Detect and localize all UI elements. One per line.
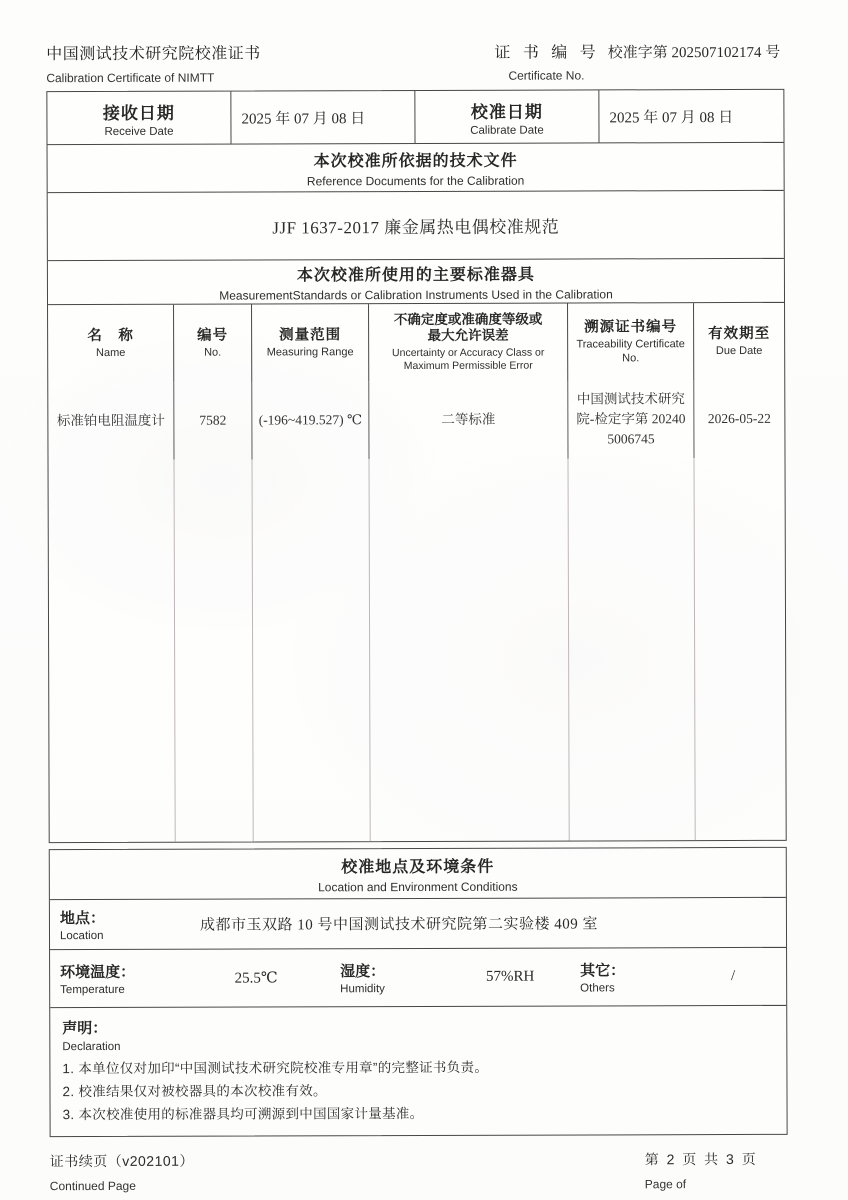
cell-instrument-name: 标准铂电阻温度计	[48, 382, 174, 460]
cell-measuring-range: (-196~419.527) ℃	[252, 381, 369, 459]
certificate-number-line	[494, 39, 780, 63]
footer-left	[50, 1151, 194, 1193]
declaration-item-1: 1. 本单位仅对加印“中国测试技术研究院校准专用章”的完整证书负责。	[62, 1059, 489, 1077]
temperature-label-en: Temperature	[60, 983, 125, 997]
reference-title-cn: 本次校准所依据的技术文件	[313, 152, 518, 170]
col-uncert-en: Uncertainty or Accuracy Class or Maximum Permissible Error	[391, 346, 545, 373]
column-header-name	[48, 305, 174, 382]
location-row	[50, 898, 786, 950]
column-header-uncertainty	[369, 304, 568, 382]
standards-table-row	[48, 380, 784, 460]
cell-instrument-no: 7582	[174, 382, 252, 460]
receive-date-value	[231, 91, 415, 144]
humidity-label-cn: 湿度：	[340, 963, 386, 981]
cell-traceability-no: 中国测试技术研究院-检定字第 202405006745	[568, 380, 694, 458]
calibrate-date-text: 2025 年 07 月 08 日	[609, 109, 734, 126]
col-name-en: Name	[95, 346, 126, 359]
calibrate-date-label-cn: 校准日期	[470, 102, 543, 122]
humidity-label	[340, 960, 440, 995]
declaration-item-2: 2. 校准结果仅对被校器具的本次校准有效。	[62, 1083, 327, 1100]
receive-date-label-cn: 接收日期	[102, 103, 175, 123]
col-trace-en: Traceability Certificate No.	[576, 337, 685, 364]
reference-section-title	[48, 142, 784, 192]
footer-continued-cn: 证书续页（v202101）	[49, 1152, 194, 1170]
empty-cell	[695, 458, 786, 840]
col-range-en: Measuring Range	[266, 345, 354, 359]
calibrate-date-label-en: Calibrate Date	[470, 124, 544, 137]
footer-page-cn: 第 2 页 共 3 页	[644, 1150, 758, 1168]
document-sheet	[46, 39, 788, 1193]
empty-cell	[253, 459, 371, 841]
org-title-block	[46, 40, 261, 85]
location-title-cn: 校准地点及环境条件	[341, 858, 495, 876]
others-label-en: Others	[580, 982, 615, 995]
footer-page-en: Page of	[644, 1177, 687, 1192]
column-header-due-date	[694, 303, 784, 380]
col-range-cn: 测量范围	[279, 326, 342, 343]
org-title-en: Calibration Certificate of NIMTT	[46, 70, 215, 86]
others-label	[580, 959, 690, 994]
certificate-no-label-en: Certificate No.	[508, 68, 585, 83]
standards-table-empty-area	[49, 458, 786, 842]
empty-cell	[175, 460, 254, 842]
document-footer	[50, 1149, 788, 1193]
col-no-cn: 编号	[197, 327, 229, 344]
reference-document-text: JJF 1637-2017 廉金属热电偶校准规范	[272, 217, 560, 238]
certificate-number-block	[494, 39, 784, 83]
col-no-en: No.	[204, 346, 222, 359]
location-environment-box	[49, 847, 788, 1137]
others-label-cn: 其它：	[580, 962, 626, 980]
col-uncert-cn: 不确定度或准确度等级或 最大允许误差	[393, 311, 543, 344]
col-due-cn: 有效期至	[708, 325, 771, 342]
location-label	[60, 907, 160, 942]
reference-title-en: Reference Documents for the Calibration	[306, 173, 525, 188]
declaration-label-cn: 声明：	[62, 1019, 108, 1038]
standards-title-en: MeasurementStandards or Calibration Instruments Used in the Calibration	[219, 286, 613, 303]
receive-date-text: 2025 年 07 月 08 日	[241, 110, 366, 128]
footer-continued-en: Continued Page	[49, 1178, 136, 1194]
receive-date-label-en: Receive Date	[104, 125, 174, 138]
cell-uncertainty: 二等标准	[369, 381, 568, 460]
certificate-no-label-cn: 证 书 编 号	[494, 44, 600, 62]
calibrate-date-value	[599, 90, 783, 143]
standards-table-header	[48, 302, 784, 382]
footer-page-number	[645, 1149, 788, 1191]
reference-document-row	[48, 190, 784, 260]
calibrate-date-label	[415, 90, 599, 143]
declaration-item-3: 3. 本次校准使用的标准器具均可溯源到中国国家计量基准。	[62, 1105, 424, 1123]
empty-cell	[49, 460, 176, 842]
location-title-en: Location and Environment Conditions	[318, 879, 518, 894]
certificate-no-value: 校准字第 202507102174 号	[607, 44, 781, 62]
col-due-en: Due Date	[715, 344, 763, 357]
receive-date-label	[47, 92, 231, 145]
declaration-label-en: Declaration	[62, 1040, 121, 1054]
temperature-label	[60, 961, 172, 996]
dates-row	[47, 90, 783, 144]
humidity-value: 57%RH	[485, 968, 535, 985]
standards-title-cn: 本次校准所使用的主要标准器具	[296, 266, 535, 284]
temperature-value: 25.5℃	[234, 970, 278, 987]
location-value: 成都市玉双路 10 号中国测试技术研究院第二实验楼 409 室	[199, 916, 599, 934]
location-label-en: Location	[59, 929, 104, 943]
col-name-cn: 名 称	[87, 327, 134, 344]
declaration-section	[50, 1006, 786, 1136]
column-header-traceability	[568, 303, 694, 380]
environment-row	[50, 948, 786, 1008]
cell-due-date: 2026-05-22	[707, 410, 771, 426]
document-header	[46, 39, 784, 89]
humidity-label-en: Humidity	[340, 983, 385, 996]
col-trace-cn: 溯源证书编号	[584, 318, 678, 336]
empty-cell	[569, 458, 696, 840]
location-label-cn: 地点：	[59, 909, 105, 928]
column-header-range	[252, 304, 369, 381]
empty-cell	[370, 459, 570, 842]
temperature-label-cn: 环境温度：	[60, 963, 136, 982]
column-header-no	[174, 305, 252, 382]
location-section-title	[50, 848, 786, 900]
main-table	[46, 89, 786, 843]
standards-section-title	[48, 258, 784, 304]
others-value: /	[731, 968, 736, 985]
org-title-cn: 中国测试技术研究院校准证书	[46, 45, 261, 64]
